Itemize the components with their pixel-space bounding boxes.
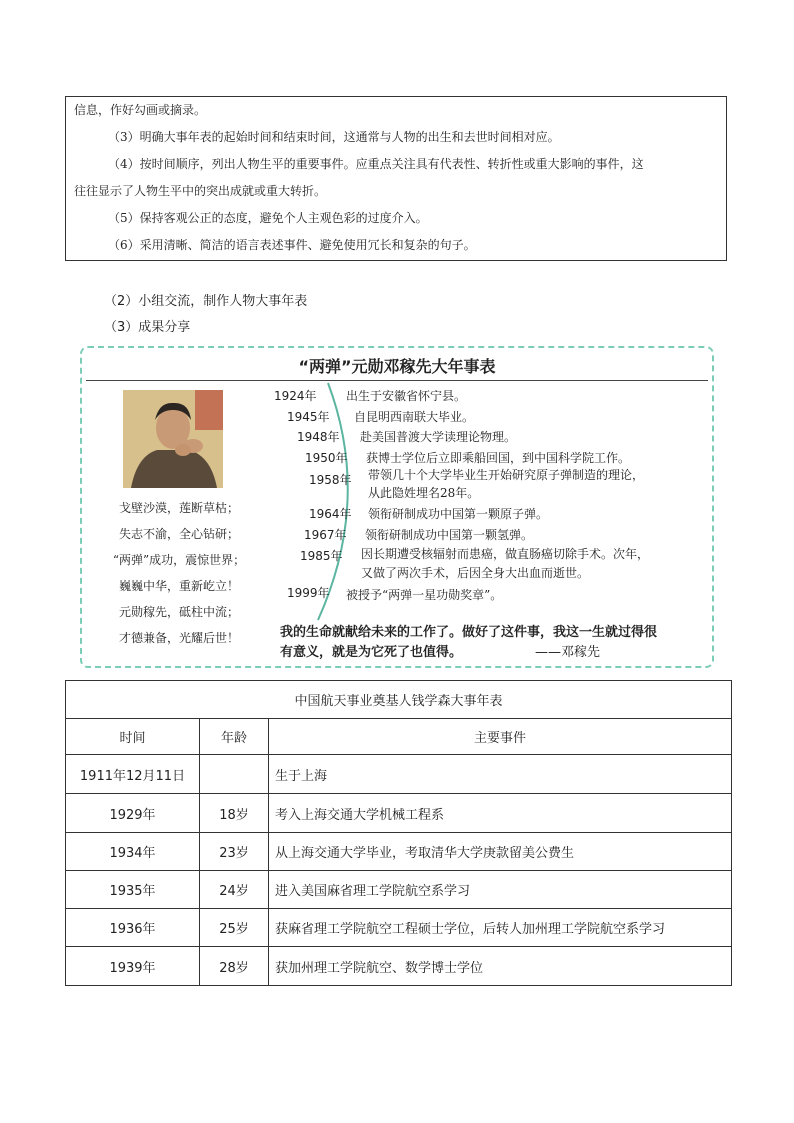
cell-event: 获麻省理工学院航空工程硕士学位，后转人加州理工学院航空系学习 xyxy=(269,909,732,947)
table-row xyxy=(66,833,732,871)
step-heading: （2）小组交流，制作人物大事年表 xyxy=(104,294,308,309)
poem-line: 失志不渝，全心钻研； xyxy=(118,527,239,541)
qian-chronology-table xyxy=(65,680,732,986)
timeline-year: 1948年 xyxy=(297,430,340,444)
instruction-line: （5）保持客观公正的态度，避免个人主观色彩的过度介入。 xyxy=(108,211,428,225)
cell-time: 1934年 xyxy=(66,833,200,871)
instruction-line: 往往显示了人物生平中的突出成就或重大转折。 xyxy=(74,184,327,198)
panel-title: “两弹”元勋邓稼先大年事表 xyxy=(298,357,496,376)
timeline-event: 赴美国普渡大学读理论物理。 xyxy=(360,430,517,444)
cell-age: 23岁 xyxy=(200,833,269,871)
timeline-year: 1950年 xyxy=(305,451,348,465)
cell-event: 获加州理工学院航空、数学博士学位 xyxy=(269,947,732,986)
cell-age: 28岁 xyxy=(200,947,269,986)
timeline-event: 被授予“两弹一星功勋奖章”。 xyxy=(346,588,503,602)
instruction-line: （4）按时间顺序，列出人物生平的重要事件。应重点关注具有代表性、转折性或重大影响的事件，这 xyxy=(108,157,644,171)
timeline-year: 1985年 xyxy=(300,549,343,563)
cell-age: 24岁 xyxy=(200,871,269,909)
timeline-year: 1967年 xyxy=(304,528,347,542)
table-row xyxy=(66,871,732,909)
step-heading: （3）成果分享 xyxy=(104,320,191,335)
timeline-event: 领衔研制成功中国第一颗原子弹。 xyxy=(368,507,549,521)
poem-line: 戈壁沙漠，莲断草枯； xyxy=(118,501,239,515)
timeline-year: 1958年 xyxy=(309,473,352,487)
cell-time: 1935年 xyxy=(66,871,200,909)
timeline-event: 自昆明西南联大毕业。 xyxy=(354,410,475,424)
table-title: 中国航天事业奠基人钱学森大事年表 xyxy=(66,681,732,719)
quote-author: ——邓稼先 xyxy=(535,645,601,660)
instruction-line: （6）采用清晰、简洁的语言表述事件、避免使用冗长和复杂的句子。 xyxy=(108,238,476,252)
table-row xyxy=(66,755,732,794)
timeline-event: 又做了两次手术，后因全身大出血而逝世。 xyxy=(361,566,590,580)
cell-time: 1936年 xyxy=(66,909,200,947)
timeline-event: 领衔研制成功中国第一颗氢弹。 xyxy=(365,528,534,542)
poem-line: 元勋稼先，砥柱中流； xyxy=(118,605,239,619)
table-row xyxy=(66,909,732,947)
cell-event: 生于上海 xyxy=(269,755,732,794)
table-row xyxy=(66,794,732,833)
timeline-year: 1924年 xyxy=(274,389,317,403)
timeline-year: 1964年 xyxy=(309,507,352,521)
instruction-line: （3）明确大事年表的起始时间和结束时间，这通常与人物的出生和去世时间相对应。 xyxy=(108,130,560,144)
table-row xyxy=(66,947,732,986)
cell-event: 考入上海交通大学机械工程系 xyxy=(269,794,732,833)
cell-event: 进入美国麻省理工学院航空系学习 xyxy=(269,871,732,909)
cell-time: 1911年12月11日 xyxy=(66,755,200,794)
header-age: 年龄 xyxy=(200,719,269,755)
timeline-event: 带领几十个大学毕业生开始研究原子弹制造的理论， xyxy=(368,468,645,482)
quote-line: 我的生命就献给未来的工作了。做好了这件事，我这一生就过得很 xyxy=(280,625,658,640)
timeline-event: 从此隐姓埋名28年。 xyxy=(368,486,480,500)
timeline-year: 1945年 xyxy=(287,410,330,424)
cell-time: 1929年 xyxy=(66,794,200,833)
cell-age: 25岁 xyxy=(200,909,269,947)
timeline-year: 1999年 xyxy=(287,586,330,600)
instruction-line: 信息，作好勾画或摘录。 xyxy=(74,103,207,117)
timeline-event: 因长期遭受核辐射而患癌，做直肠癌切除手术。次年， xyxy=(361,547,650,561)
cell-event: 从上海交通大学毕业，考取清华大学庚款留美公费生 xyxy=(269,833,732,871)
header-event: 主要事件 xyxy=(269,719,732,755)
cell-age: 18岁 xyxy=(200,794,269,833)
timeline-event: 获博士学位后立即乘船回国，到中国科学院工作。 xyxy=(366,451,631,465)
poem-line: “两弹”成功，震惊世界； xyxy=(112,553,246,567)
cell-age xyxy=(200,755,269,794)
cell-time: 1939年 xyxy=(66,947,200,986)
poem-line: 巍巍中华，重新屹立！ xyxy=(118,579,239,593)
timeline-event: 出生于安徽省怀宁县。 xyxy=(346,389,467,403)
header-time: 时间 xyxy=(66,719,200,755)
quote-line: 有意义，就是为它死了也值得。 xyxy=(280,645,463,660)
poem-line: 才德兼备，光耀后世！ xyxy=(118,631,239,645)
